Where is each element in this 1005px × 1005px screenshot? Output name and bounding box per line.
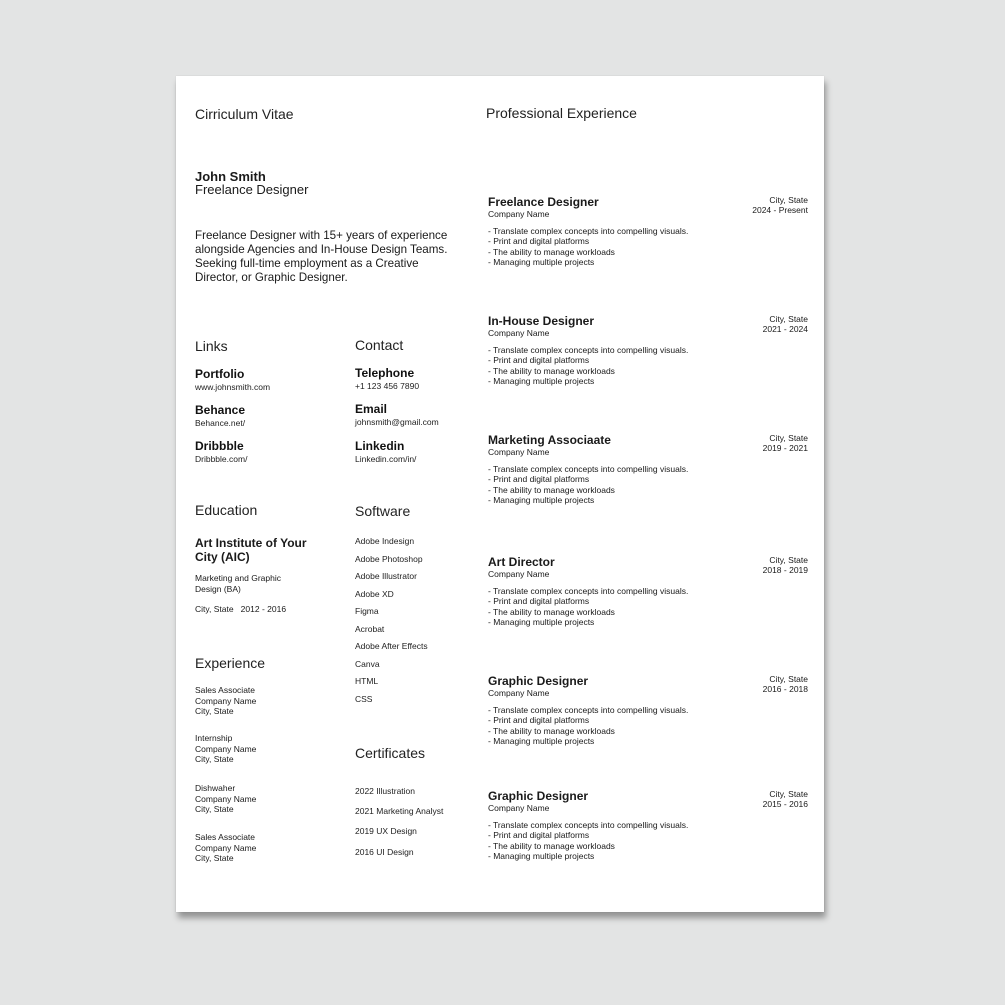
job-company: Company Name bbox=[488, 803, 550, 813]
job-bullet: - The ability to manage workloads bbox=[488, 246, 615, 257]
education-heading: Education bbox=[195, 502, 258, 518]
experience-company: Company Name bbox=[195, 842, 257, 853]
experience-item bbox=[195, 733, 256, 765]
software-item: CSS bbox=[355, 694, 373, 704]
education-place: City, State bbox=[195, 604, 234, 614]
job-company: Company Name bbox=[488, 447, 550, 457]
job-bullet: - The ability to manage workloads bbox=[488, 365, 615, 376]
experience-item bbox=[195, 685, 256, 717]
doc-title: Cirriculum Vitae bbox=[195, 106, 294, 122]
contact-label: Linkedin bbox=[355, 439, 405, 453]
job-title: Graphic Designer bbox=[488, 789, 589, 803]
job-bullets bbox=[488, 820, 688, 862]
job-company: Company Name bbox=[488, 209, 550, 219]
job-dates: 2016 - 2018 bbox=[762, 684, 808, 694]
job-bullet: - The ability to manage workloads bbox=[488, 725, 615, 736]
experience-company: Company Name bbox=[195, 743, 257, 754]
job-bullet: - The ability to manage workloads bbox=[488, 840, 615, 851]
contact-label: Telephone bbox=[355, 366, 415, 380]
certificate-item: 2016 UI Design bbox=[355, 847, 414, 857]
job-bullet: - Managing multiple projects bbox=[488, 617, 595, 628]
software-item: Acrobat bbox=[355, 624, 385, 634]
job-bullet: - Translate complex concepts into compelling visuals. bbox=[488, 464, 689, 474]
experience-item bbox=[195, 783, 256, 815]
experience-title: Sales Associate bbox=[195, 685, 256, 695]
certificate-item: 2022 Illustration bbox=[355, 786, 416, 796]
person-role: Freelance Designer bbox=[195, 182, 309, 197]
software-item: Adobe Indesign bbox=[355, 536, 415, 546]
education-degree: Marketing and Graphic Design (BA) bbox=[195, 573, 281, 594]
software-item: Adobe After Effects bbox=[355, 641, 428, 651]
job-bullet: - Print and digital platforms bbox=[488, 830, 590, 841]
link-label: Portfolio bbox=[195, 367, 245, 381]
job-dates: 2018 - 2019 bbox=[762, 565, 808, 575]
job-title: Freelance Designer bbox=[488, 195, 599, 209]
link-dribbble bbox=[195, 439, 247, 464]
software-item: Figma bbox=[355, 606, 379, 616]
software-item: Adobe Photoshop bbox=[355, 554, 423, 564]
contact-value[interactable]: +1 123 456 7890 bbox=[355, 381, 420, 391]
job-bullet: - Translate complex concepts into compelling visuals. bbox=[488, 586, 689, 596]
job-location: City, State bbox=[769, 433, 808, 443]
job-bullet: - Managing multiple projects bbox=[488, 736, 595, 747]
experience-title: Sales Associate bbox=[195, 832, 256, 842]
certificate-item: 2021 Marketing Analyst bbox=[355, 806, 444, 816]
job-dates: 2019 - 2021 bbox=[762, 443, 808, 453]
professional-experience-heading: Professional Experience bbox=[486, 105, 637, 121]
contact-linkedin bbox=[355, 439, 416, 464]
contact-value[interactable]: Linkedin.com/in/ bbox=[355, 454, 417, 464]
link-url[interactable]: Behance.net/ bbox=[195, 418, 246, 428]
education-place-years bbox=[195, 604, 286, 614]
link-url[interactable]: www.johnsmith.com bbox=[195, 382, 271, 392]
software-item: HTML bbox=[355, 676, 379, 686]
job-bullet: - Translate complex concepts into compelling visuals. bbox=[488, 820, 689, 830]
link-label: Behance bbox=[195, 403, 246, 417]
education-years: 2012 - 2016 bbox=[240, 604, 287, 614]
job-bullet: - Managing multiple projects bbox=[488, 495, 595, 506]
job-bullet: - Managing multiple projects bbox=[488, 257, 595, 268]
experience-title: Dishwaher bbox=[195, 783, 236, 793]
certificate-item: 2019 UX Design bbox=[355, 826, 417, 836]
experience-company: Company Name bbox=[195, 695, 257, 706]
software-item: Adobe XD bbox=[355, 589, 394, 599]
contact-label: Email bbox=[355, 402, 388, 416]
experience-location: City, State bbox=[195, 754, 234, 764]
job-bullets bbox=[488, 226, 688, 268]
job-bullet: - Translate complex concepts into compelling visuals. bbox=[488, 705, 689, 715]
summary-text: Freelance Designer with 15+ years of experience alongside Agencies and In-House Design Teams. Seeking full-time employment as a Creative Director, or Graphic Designer. bbox=[195, 229, 448, 284]
contact-heading: Contact bbox=[355, 337, 404, 353]
job-dates: 2021 - 2024 bbox=[762, 324, 808, 334]
job-bullets bbox=[488, 586, 688, 628]
experience-location: City, State bbox=[195, 706, 234, 716]
job-bullet: - Print and digital platforms bbox=[488, 596, 590, 607]
experience-item bbox=[195, 832, 256, 864]
job-title: Art Director bbox=[488, 555, 555, 569]
link-label: Dribbble bbox=[195, 439, 244, 453]
contact-telephone bbox=[355, 366, 419, 391]
contact-email bbox=[355, 402, 439, 427]
experience-location: City, State bbox=[195, 804, 234, 814]
software-item: Adobe Illustrator bbox=[355, 571, 417, 581]
job-bullet: - Print and digital platforms bbox=[488, 355, 590, 366]
job-bullet: - Print and digital platforms bbox=[488, 474, 590, 485]
job-title: Marketing Associaate bbox=[488, 433, 611, 447]
education-school: Art Institute of Your City (AIC) bbox=[195, 536, 307, 564]
job-title: In-House Designer bbox=[488, 314, 595, 328]
job-location: City, State bbox=[769, 674, 808, 684]
job-bullet: - Translate complex concepts into compelling visuals. bbox=[488, 226, 689, 236]
link-portfolio bbox=[195, 367, 270, 392]
experience-heading: Experience bbox=[195, 655, 266, 671]
job-company: Company Name bbox=[488, 328, 550, 338]
resume-page bbox=[176, 76, 824, 912]
job-location: City, State bbox=[769, 789, 808, 799]
job-bullet: - Translate complex concepts into compelling visuals. bbox=[488, 345, 689, 355]
software-item: Canva bbox=[355, 659, 380, 669]
job-company: Company Name bbox=[488, 688, 550, 698]
job-bullets bbox=[488, 345, 688, 387]
job-bullet: - Managing multiple projects bbox=[488, 851, 595, 862]
job-bullets bbox=[488, 705, 688, 747]
job-dates: 2024 - Present bbox=[752, 205, 808, 215]
links-heading: Links bbox=[195, 338, 228, 354]
experience-title: Internship bbox=[195, 733, 233, 743]
job-bullets bbox=[488, 464, 688, 506]
person-name: John Smith bbox=[195, 169, 266, 184]
job-location: City, State bbox=[769, 314, 808, 324]
job-company: Company Name bbox=[488, 569, 550, 579]
job-location: City, State bbox=[769, 195, 808, 205]
link-url[interactable]: Dribbble.com/ bbox=[195, 454, 248, 464]
job-bullet: - The ability to manage workloads bbox=[488, 484, 615, 495]
certificates-heading: Certificates bbox=[355, 745, 426, 761]
job-dates: 2015 - 2016 bbox=[762, 799, 808, 809]
job-bullet: - Print and digital platforms bbox=[488, 715, 590, 726]
job-title: Graphic Designer bbox=[488, 674, 589, 688]
experience-company: Company Name bbox=[195, 793, 257, 804]
software-heading: Software bbox=[355, 503, 411, 519]
contact-value[interactable]: johnsmith@gmail.com bbox=[355, 417, 439, 427]
job-bullet: - Managing multiple projects bbox=[488, 376, 595, 387]
link-behance bbox=[195, 403, 245, 428]
job-location: City, State bbox=[769, 555, 808, 565]
job-bullet: - The ability to manage workloads bbox=[488, 606, 615, 617]
job-bullet: - Print and digital platforms bbox=[488, 236, 590, 247]
experience-location: City, State bbox=[195, 853, 234, 863]
